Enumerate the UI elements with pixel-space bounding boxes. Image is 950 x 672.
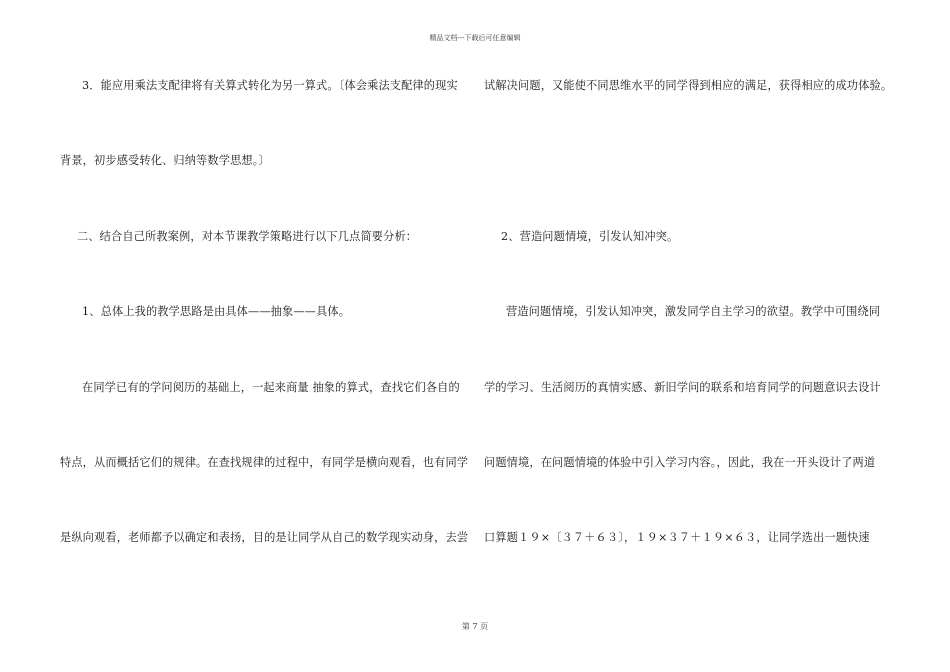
text-line: 背景，初步感受转化、归纳等数学思想。〕 [60,154,270,167]
page-header: 精品文档---下载后可任意编辑 [429,34,521,42]
text-line: 学的学习、生活阅历的真情实感、新旧学问的联系和培育同学的问题意识去设计 [484,381,881,394]
section-heading: 二、结合自己所教案例，对本节课教学策略进行以下几点简要分析： [77,230,418,243]
left-column [60,0,470,672]
text-line: 问题情境，在问题情境的体验中引入学习内容。，因此，我在一开头设计了两道 [484,456,876,469]
text-line: 3．能应用乘法支配律将有关算式转化为另一算式。〔体会乘法支配律的现实 [82,79,458,92]
text-line: 是纵向观看，老师都予以确定和表扬，目的是让同学从自己的数学现实动身，去尝 [60,531,469,544]
text-line: 试解决问题，又能使不同思维水平的同学得到相应的满足，获得相应的成功体验。 [484,79,893,92]
text-line: 在同学已有的学问阅历的基础上，一起来商量 抽象的算式，查找它们各自的 [82,381,460,394]
text-line: 口算题１９×〔３７＋６３〕，１９×３７＋１９×６３，让同学选出一题快速 [484,531,870,544]
right-column [484,0,894,672]
sub-heading: 1、总体上我的教学思路是由具体——抽象——具体。 [82,305,351,318]
page-number: 第 7 页 [461,622,489,631]
sub-heading: 2、营造问题情境，引发认知冲突。 [501,230,679,243]
text-line: 特点，从而概括它们的规律。在查找规律的过程中，有同学是横向观看，也有同学 [60,456,469,469]
text-line: 营造问题情境，引发认知冲突，激发同学自主学习的欲望。教学中可围绕同 [506,305,881,318]
